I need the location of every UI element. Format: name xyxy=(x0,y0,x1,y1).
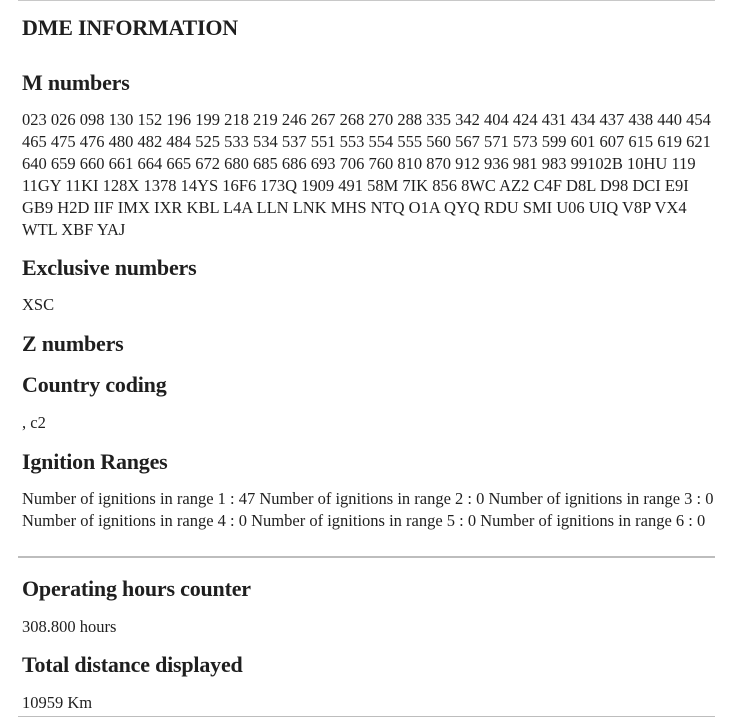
total-distance-heading: Total distance displayed xyxy=(22,652,243,677)
country-coding-heading: Country coding xyxy=(22,372,167,397)
page-title: DME INFORMATION xyxy=(22,15,238,40)
m-numbers-list: 023 026 098 130 152 196 199 218 219 246 267 268 270 288 335 342 404 424 431 434 437 438 440 454 465 475 476 480 482 484 525 533 534 537 551 553 554 555 560 567 571 573 599 601 607 615 619 621 640 659 660 661 664 665 672 680 685 686 693 706 760 810 870 912 936 981 983 99102B 10HU 119 11GY 11KI 128X 1378 14YS 16F6 173Q 1909 491 58M 7IK 856 8WC AZ2 C4F D8L D98 DCI E9I GB9 H2D IIF IMX IXR KBL L4A LLN LNK MHS NTQ O1A QYQ RDU SMI U06 UIQ V8P VX4 WTL XBF YAJ xyxy=(22,110,711,239)
ignition-ranges-text: Number of ignitions in range 1 : 47 Number of ignitions in range 2 : 0 Number of ignitions in range 3 : 0 Number of ignitions in range 4 : 0 Number of ignitions in range 5 : 0 Number of ignitions in range 6 : 0 xyxy=(22,489,714,530)
operating-hours-heading: Operating hours counter xyxy=(22,576,251,601)
country-coding-value: , c2 xyxy=(22,413,46,432)
section-divider xyxy=(18,556,715,558)
z-numbers-heading: Z numbers xyxy=(22,331,124,356)
operating-hours-value: 308.800 hours xyxy=(22,617,117,636)
top-divider xyxy=(18,0,715,1)
total-distance-value: 10959 Km xyxy=(22,693,93,712)
exclusive-numbers-value: XSC xyxy=(22,295,55,314)
bottom-divider xyxy=(18,716,715,717)
exclusive-numbers-heading: Exclusive numbers xyxy=(22,255,197,280)
ignition-ranges-heading: Ignition Ranges xyxy=(22,449,168,474)
m-numbers-heading: M numbers xyxy=(22,70,130,95)
